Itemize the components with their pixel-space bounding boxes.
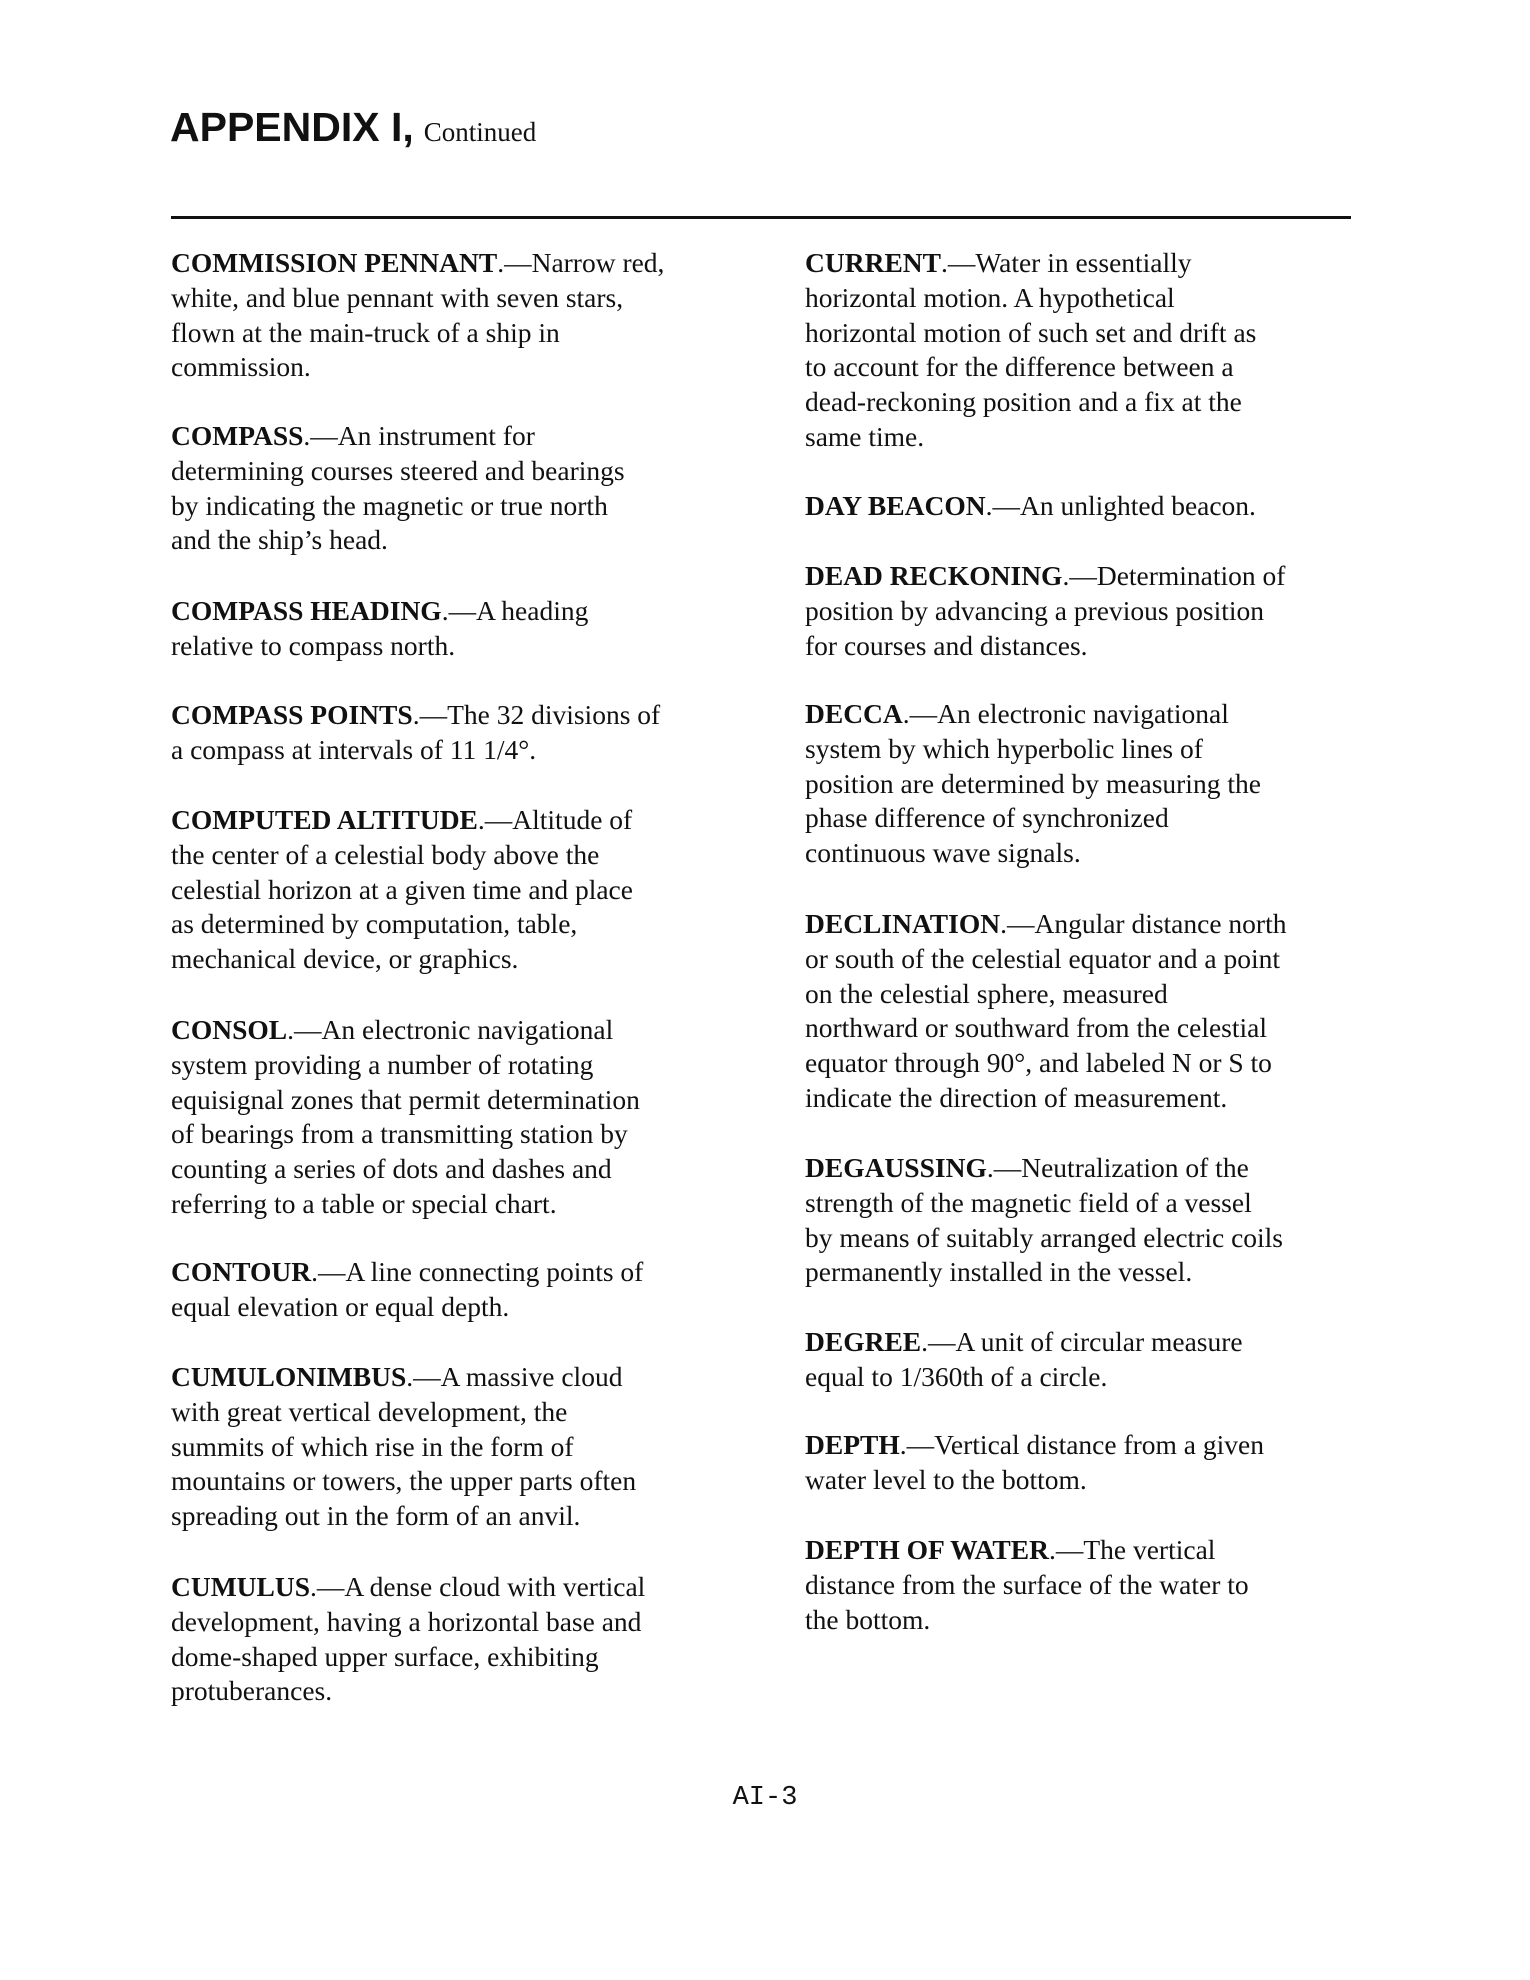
glossary-entry	[171, 594, 588, 664]
glossary-entry	[805, 697, 1261, 871]
entry-line	[805, 1255, 1283, 1290]
definition-text: of bearings from a transmitting station by	[171, 1118, 628, 1150]
entry-line	[805, 1603, 1249, 1638]
page-number: AI-3	[732, 1783, 798, 1813]
glossary-term: DEPTH	[805, 1429, 900, 1460]
glossary-entry	[805, 489, 1256, 524]
entry-line	[805, 907, 1286, 942]
glossary-term: COMPASS	[171, 420, 304, 451]
entry-line	[171, 1395, 636, 1430]
entry-line	[171, 1464, 636, 1499]
definition-text: permanently installed in the vessel.	[805, 1256, 1193, 1288]
definition-text: same time.	[805, 420, 925, 452]
definition-text: and the ship’s head.	[171, 524, 388, 556]
definition-text: .—An instrument for	[303, 420, 535, 451]
definition-text: .—An electronic navigational	[902, 698, 1229, 729]
glossary-entry	[805, 907, 1286, 1116]
glossary-entry	[805, 1428, 1264, 1498]
definition-text: .—An unlighted beacon.	[985, 490, 1256, 521]
entry-line	[805, 767, 1261, 802]
definition-text: indicate the direction of measurement.	[805, 1081, 1228, 1113]
definition-text: .—Water in essentially	[940, 247, 1192, 278]
glossary-entry	[171, 1360, 636, 1534]
definition-text: by indicating the magnetic or true north	[171, 489, 608, 521]
entry-line	[171, 350, 664, 385]
entry-line	[805, 246, 1256, 281]
definition-text: equal elevation or equal depth.	[171, 1290, 510, 1322]
entry-line	[171, 838, 633, 873]
definition-text: horizontal motion of such set and drift as	[805, 316, 1257, 348]
entry-line	[805, 1221, 1283, 1256]
appendix-heading: APPENDIX I,	[170, 104, 414, 150]
glossary-entry	[171, 419, 625, 558]
glossary-entry	[171, 1013, 640, 1222]
entry-line	[805, 697, 1261, 732]
definition-text: .—Angular distance north	[1000, 908, 1287, 939]
glossary-entry	[805, 559, 1285, 663]
glossary-term: CURRENT	[805, 247, 941, 278]
entry-line	[805, 489, 1256, 524]
definition-text: equator through 90°, and labeled N or S to	[805, 1047, 1272, 1079]
entry-line	[805, 1568, 1249, 1603]
definition-text: a compass at intervals of 11 1/4°.	[171, 733, 537, 765]
entry-line	[805, 1011, 1286, 1046]
glossary-term: DAY BEACON	[805, 490, 986, 521]
definition-text: .—Neutralization of the	[986, 1152, 1249, 1183]
continued-label: Continued	[423, 117, 537, 147]
definition-text: development, having a horizontal base and	[171, 1605, 642, 1637]
entry-line	[171, 454, 625, 489]
entry-line	[171, 1360, 636, 1395]
entry-line	[805, 281, 1256, 316]
entry-line	[171, 698, 660, 733]
definition-text: .—Altitude of	[477, 804, 633, 835]
entry-line	[805, 559, 1285, 594]
definition-text: .—A massive cloud	[406, 1361, 623, 1392]
entry-line	[171, 873, 633, 908]
entry-line	[171, 629, 588, 664]
entry-line	[805, 801, 1261, 836]
definition-text: mechanical device, or graphics.	[171, 943, 519, 975]
glossary-term: DECLINATION	[805, 908, 1001, 939]
entry-line	[171, 803, 633, 838]
entry-line	[171, 523, 625, 558]
entry-line	[171, 1640, 645, 1675]
entry-line	[171, 316, 664, 351]
definition-text: dome-shaped upper surface, exhibiting	[171, 1640, 599, 1672]
entry-line	[805, 1533, 1249, 1568]
definition-text: .—Narrow red,	[497, 247, 665, 278]
entry-line	[171, 1674, 645, 1709]
definition-text: protuberances.	[171, 1675, 333, 1707]
entry-line	[171, 594, 588, 629]
glossary-term: CUMULUS	[171, 1571, 311, 1602]
entry-line	[805, 836, 1261, 871]
entry-line	[805, 1186, 1283, 1221]
entry-line	[805, 732, 1261, 767]
definition-text: .—The 32 divisions of	[412, 699, 661, 730]
glossary-term: DEGREE	[805, 1326, 922, 1357]
glossary-entry	[805, 246, 1256, 455]
entry-line	[805, 942, 1286, 977]
entry-line	[171, 1187, 640, 1222]
definition-text: .—A line connecting points of	[311, 1256, 644, 1287]
definition-text: .—A dense cloud with vertical	[310, 1571, 646, 1602]
entry-line	[171, 907, 633, 942]
glossary-term: CONTOUR	[171, 1256, 312, 1287]
definition-text: strength of the magnetic field of a vessel	[805, 1186, 1252, 1218]
entry-line	[805, 1325, 1243, 1360]
definition-text: system providing a number of rotating	[171, 1048, 594, 1080]
entry-line	[171, 1255, 643, 1290]
entry-line	[171, 942, 633, 977]
definition-text: as determined by computation, table,	[171, 908, 578, 940]
entry-line	[171, 1430, 636, 1465]
entry-line	[171, 1605, 645, 1640]
definition-text: northward or southward from the celestial	[805, 1012, 1268, 1044]
definition-text: phase difference of synchronized	[805, 802, 1169, 834]
entry-line	[805, 977, 1286, 1012]
definition-text: for courses and distances.	[805, 629, 1088, 661]
definition-text: .—An electronic navigational	[287, 1014, 614, 1045]
definition-text: distance from the surface of the water to	[805, 1568, 1249, 1600]
definition-text: equal to 1/360th of a circle.	[805, 1360, 1108, 1392]
definition-text: mountains or towers, the upper parts often	[171, 1465, 637, 1497]
definition-text: celestial horizon at a given time and place	[171, 873, 633, 905]
glossary-entry	[805, 1533, 1249, 1637]
glossary-entry	[171, 698, 660, 768]
definition-text: by means of suitably arranged electric coils	[805, 1221, 1284, 1253]
page-title	[170, 104, 536, 151]
glossary-term: DEGAUSSING	[805, 1152, 987, 1183]
entry-line	[805, 1081, 1286, 1116]
definition-text: continuous wave signals.	[805, 837, 1081, 869]
entry-line	[805, 629, 1285, 664]
definition-text: white, and blue pennant with seven stars,	[171, 281, 624, 313]
entry-line	[805, 1151, 1283, 1186]
definition-text: water level to the bottom.	[805, 1463, 1087, 1495]
definition-text: position by advancing a previous position	[805, 594, 1265, 626]
glossary-term: COMPASS POINTS	[171, 699, 413, 730]
definition-text: referring to a table or special chart.	[171, 1187, 557, 1219]
definition-text: equisignal zones that permit determination	[171, 1083, 640, 1115]
entry-line	[805, 420, 1256, 455]
definition-text: commission.	[171, 351, 311, 383]
entry-line	[171, 1048, 640, 1083]
definition-text: .—A unit of circular measure	[921, 1326, 1243, 1357]
entry-line	[171, 1117, 640, 1152]
entry-line	[805, 1428, 1264, 1463]
definition-text: flown at the main-truck of a ship in	[171, 316, 560, 348]
header-rule	[171, 216, 1351, 219]
entry-line	[805, 1046, 1286, 1081]
definition-text: .—Determination of	[1062, 560, 1286, 591]
definition-text: .—The vertical	[1048, 1534, 1216, 1565]
glossary-term: COMPUTED ALTITUDE	[171, 804, 478, 835]
definition-text: .—Vertical distance from a given	[899, 1429, 1264, 1460]
definition-text: on the celestial sphere, measured	[805, 977, 1168, 1009]
entry-line	[171, 419, 625, 454]
definition-text: .—A heading	[441, 595, 589, 626]
entry-line	[805, 1360, 1243, 1395]
glossary-entry	[805, 1325, 1243, 1395]
glossary-entry	[171, 1570, 645, 1709]
glossary-term: COMPASS HEADING	[171, 595, 442, 626]
entry-line	[171, 246, 664, 281]
definition-text: counting a series of dots and dashes and	[171, 1153, 612, 1185]
entry-line	[171, 281, 664, 316]
definition-text: the bottom.	[805, 1603, 931, 1635]
entry-line	[171, 733, 660, 768]
definition-text: system by which hyperbolic lines of	[805, 732, 1203, 764]
glossary-term: DEAD RECKONING	[805, 560, 1063, 591]
entry-line	[171, 1152, 640, 1187]
glossary-term: CUMULONIMBUS	[171, 1361, 407, 1392]
definition-text: the center of a celestial body above the	[171, 838, 600, 870]
glossary-term: DECCA	[805, 698, 903, 729]
definition-text: summits of which rise in the form of	[171, 1430, 574, 1462]
entry-line	[171, 1570, 645, 1605]
definition-text: dead-reckoning position and a fix at the	[805, 386, 1242, 418]
entry-line	[171, 1013, 640, 1048]
definition-text: spreading out in the form of an anvil.	[171, 1500, 581, 1532]
definition-text: horizontal motion. A hypothetical	[805, 281, 1175, 313]
entry-line	[171, 489, 625, 524]
entry-line	[805, 350, 1256, 385]
definition-text: to account for the difference between a	[805, 351, 1234, 383]
glossary-entry	[171, 803, 633, 977]
definition-text: with great vertical development, the	[171, 1395, 568, 1427]
definition-text: relative to compass north.	[171, 629, 456, 661]
glossary-term: DEPTH OF WATER	[805, 1534, 1049, 1565]
entry-line	[171, 1290, 643, 1325]
glossary-entry	[171, 1255, 643, 1325]
glossary-entry	[171, 246, 664, 385]
definition-text: determining courses steered and bearings	[171, 454, 625, 486]
entry-line	[171, 1499, 636, 1534]
entry-line	[805, 385, 1256, 420]
entry-line	[805, 316, 1256, 351]
entry-line	[805, 1463, 1264, 1498]
glossary-term: CONSOL	[171, 1014, 288, 1045]
glossary-entry	[805, 1151, 1283, 1290]
entry-line	[805, 594, 1285, 629]
entry-line	[171, 1083, 640, 1118]
definition-text: or south of the celestial equator and a point	[805, 942, 1280, 974]
definition-text: position are determined by measuring the	[805, 767, 1261, 799]
glossary-term: COMMISSION PENNANT	[171, 247, 498, 278]
